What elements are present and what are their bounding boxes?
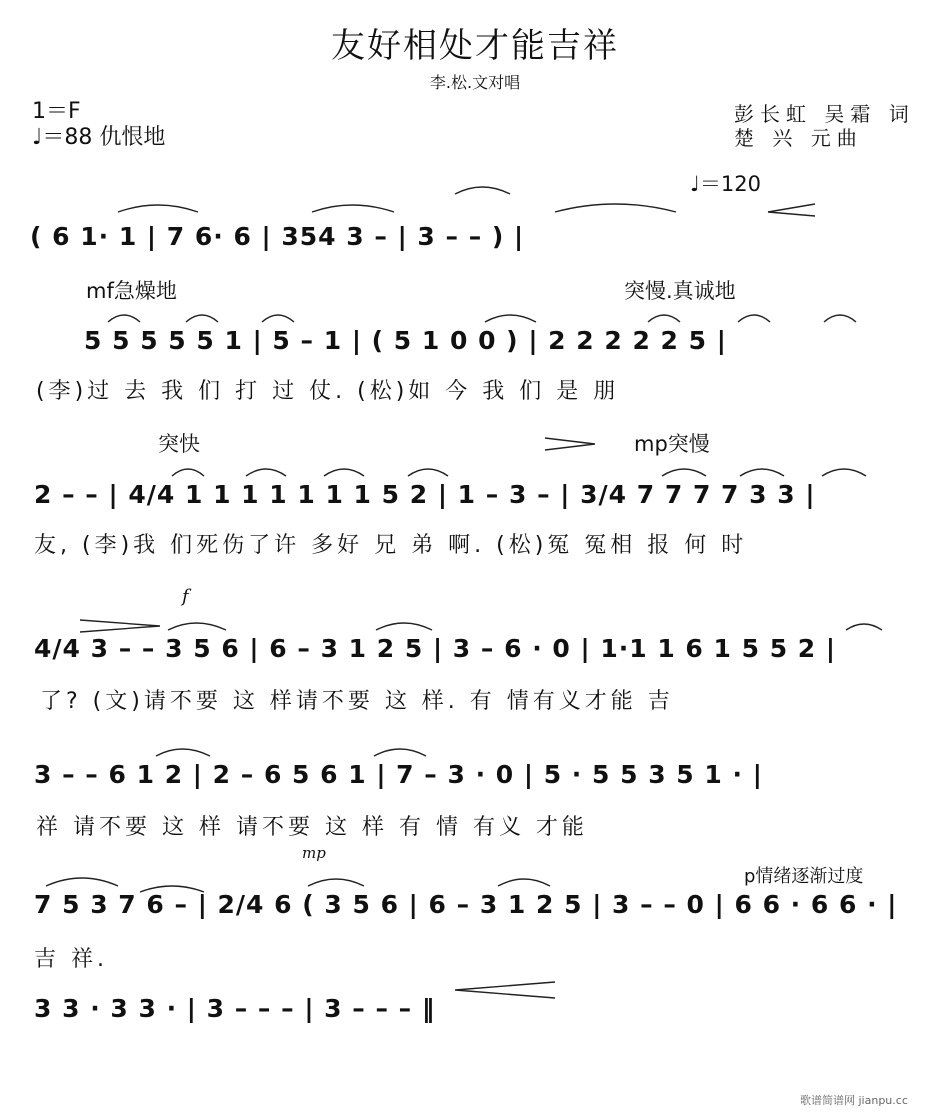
triplet-bracket <box>156 749 210 756</box>
lyrics-row-4: 了? (文)请不要 这 样请不要 这 样. 有 情有义才能 吉 <box>40 689 674 714</box>
dynamic-mark: f <box>182 586 189 607</box>
triplet-bracket <box>648 315 680 322</box>
composer-credit: 楚 兴 元曲 <box>734 126 863 150</box>
expression-mark: mf急燥地 <box>86 279 177 303</box>
expression-mark: 突慢.真诚地 <box>624 279 736 303</box>
triplet-bracket <box>376 623 432 630</box>
triplet-bracket <box>186 315 218 322</box>
hairpin-decrescendo <box>545 438 595 450</box>
notation-row-7: 3 3 · 3 3 · | 3 – – – | 3 – – – ‖ <box>34 994 436 1023</box>
notation-row-5: 3 – – 6 1 2 | 2 – 6 5 6 1 | 7 – 3 · 0 | 5 · 5 5 3 5 1 · | <box>34 760 763 789</box>
notation-row-2: 5 5 5 5 5 1 | 5 – 1 | ( 5 1 0 0 ) | 2 2 2 2 2 5 | <box>84 326 727 355</box>
triplet-bracket <box>498 879 550 886</box>
slur-mark <box>555 204 676 212</box>
notation-row-6: 7 5 3 7 6 – | 2/4 6 ( 3 5 6 | 6 – 3 1 2 5 | 3 – – 0 | 6 6 · 6 6 · | <box>34 890 898 919</box>
lyrics-row-2: (李)过 去 我 们 打 过 仗. (松)如 今 我 们 是 朋 <box>36 379 620 404</box>
tempo-change-mark: ♩＝120 <box>690 172 761 196</box>
hairpin-decrescendo <box>80 620 160 632</box>
hairpin-crescendo <box>768 204 815 216</box>
key-signature: 1＝F <box>32 99 81 124</box>
triplet-bracket <box>824 315 856 322</box>
triplet-bracket <box>108 315 140 322</box>
triplet-bracket <box>246 469 286 476</box>
song-title: 友好相处才能吉祥 <box>331 26 619 66</box>
slur-mark <box>140 886 204 892</box>
triplet-bracket <box>168 623 226 630</box>
triplet-bracket <box>46 878 118 886</box>
slur-mark <box>485 315 536 322</box>
watermark: 歌谱简谱网 jianpu.cc <box>800 1094 908 1107</box>
lyricist-credit: 彭长虹 吴霜 词 <box>734 102 915 126</box>
triplet-bracket <box>374 749 426 756</box>
expression-mark: 突快 <box>158 432 200 456</box>
slur-mark <box>846 624 882 630</box>
slur-mark <box>312 205 394 212</box>
hairpin-crescendo <box>455 982 555 998</box>
triplet-bracket <box>740 469 784 476</box>
triplet-bracket <box>308 879 364 886</box>
triplet-bracket <box>262 315 294 322</box>
triplet-bracket <box>408 469 448 476</box>
slur-mark <box>118 205 198 212</box>
notation-row-4: 4/4 3 – – 3 5 6 | 6 – 3 1 2 5 | 3 – 6 · 0 | 1·1 1 6 1 5 5 2 | <box>34 634 837 663</box>
notation-row-3: 2 – – | 4/4 1 1 1 1 1 1 1 5 2 | 1 – 3 – | 3/4 7 7 7 7 3 3 | <box>34 480 816 509</box>
triplet-bracket <box>662 469 706 476</box>
tempo-marking: ♩＝88 仇恨地 <box>32 125 166 150</box>
triplet-bracket <box>172 469 204 476</box>
lyrics-row-3: 友, (李)我 们死伤了许 多好 兄 弟 啊. (松)冤 冤相 报 何 时 <box>34 533 748 558</box>
expression-mark: mp突慢 <box>634 432 710 456</box>
triplet-bracket <box>324 469 364 476</box>
dynamic-mark: mp <box>302 844 326 862</box>
notation-row-1: ( 6 1· 1 | 7 6· 6 | 354 3 – | 3 – – ) | <box>30 222 525 251</box>
lyrics-row-6: 吉 祥. <box>34 947 108 972</box>
lyrics-row-5: 祥 请不要 这 样 请不要 这 样 有 情 有义 才能 <box>36 815 588 840</box>
expression-mark: p情绪逐渐过度 <box>744 866 864 887</box>
song-subtitle: 李.松.文对唱 <box>429 73 521 92</box>
triplet-bracket <box>822 469 866 476</box>
triplet-bracket <box>738 315 770 322</box>
triplet-bracket <box>455 187 510 194</box>
